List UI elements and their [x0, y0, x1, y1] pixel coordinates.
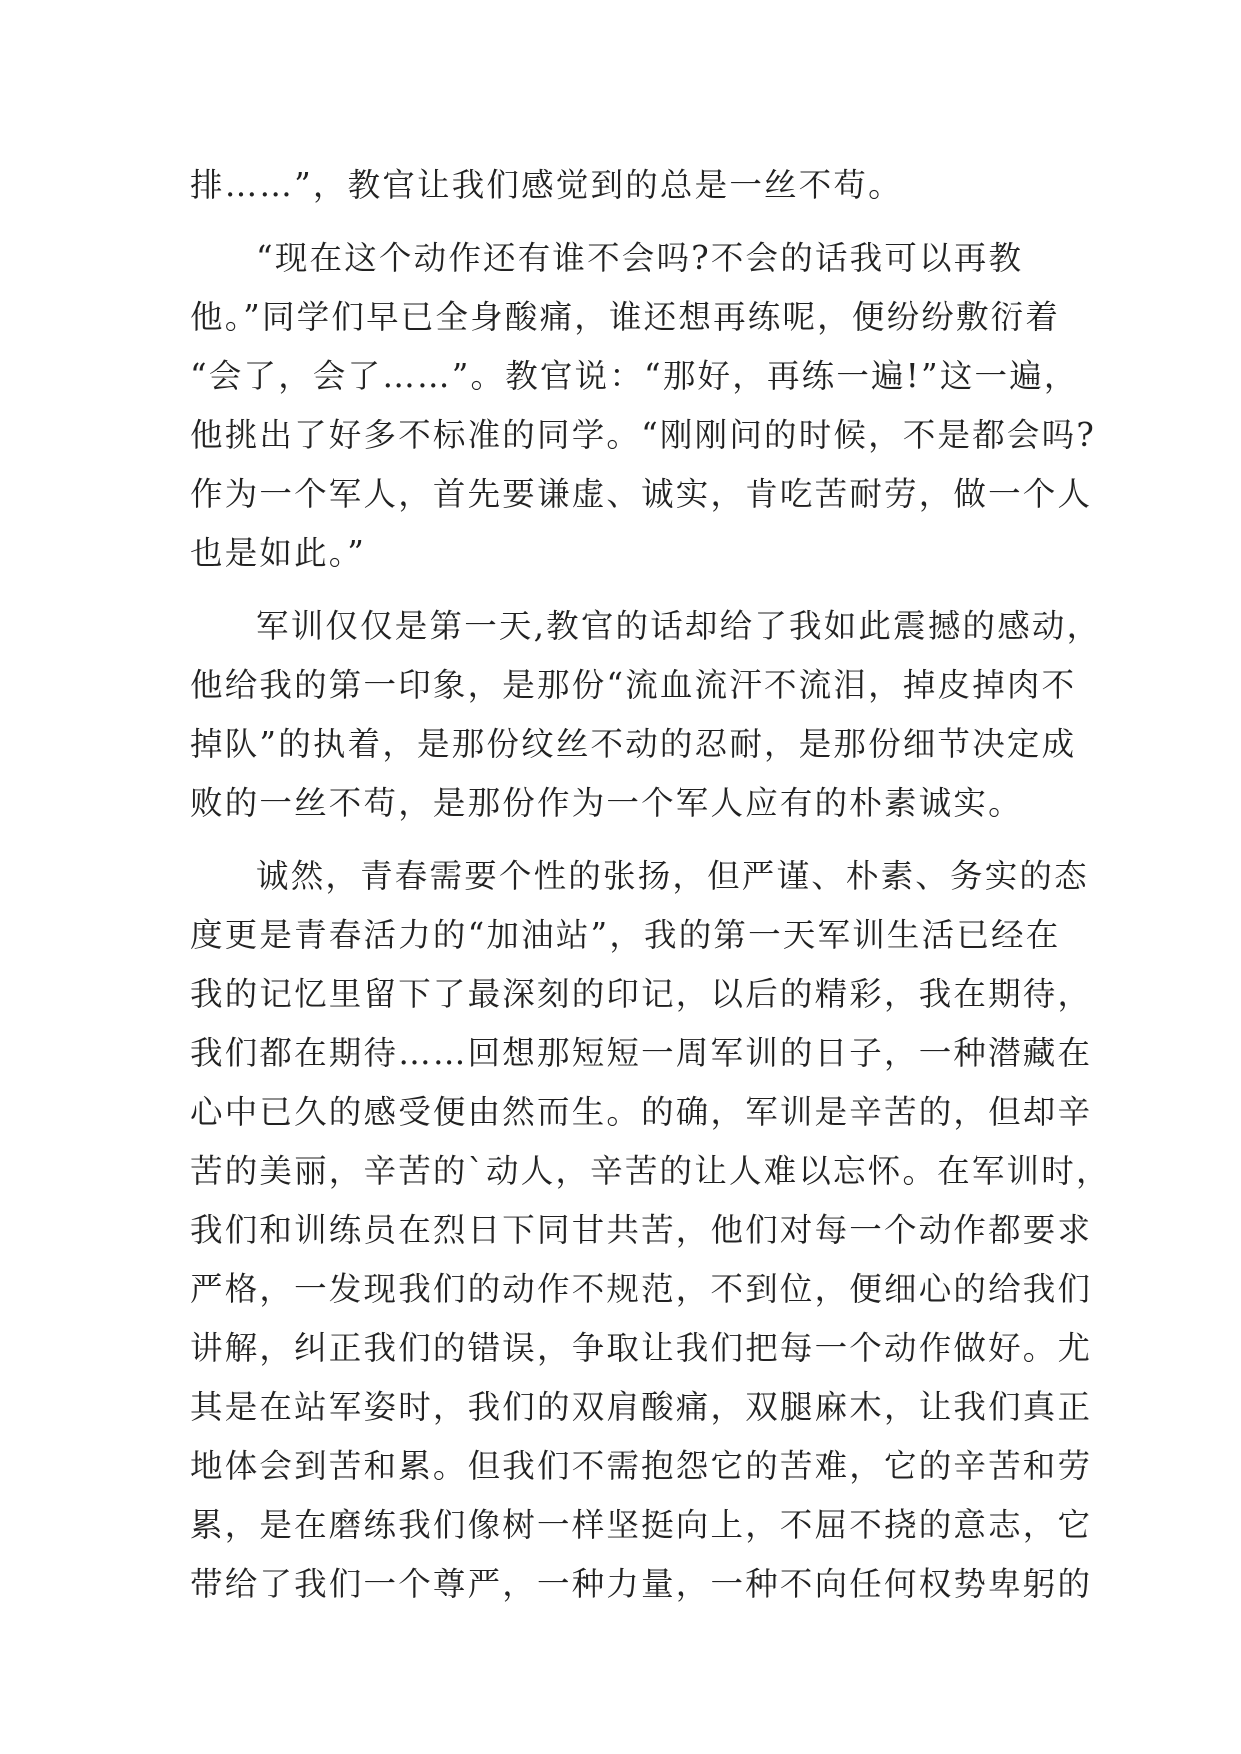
paragraph — [190, 229, 1096, 583]
text-line: 排……”，教官让我们感觉到的总是一丝不苟。 — [190, 166, 903, 204]
text-line: 他。”同学们早已全身酸痛，谁还想再练呢，便纷纷敷衍着 — [190, 298, 1061, 336]
text-line: 诚然，青春需要个性的张扬，但严谨、朴素、务实的态 — [256, 857, 1089, 895]
text-line: 讲解，纠正我们的错误，争取让我们把每一个动作做好。尤 — [190, 1329, 1093, 1367]
text-line: 作为一个军人，首先要谦虚、诚实，肯吃苦耐劳，做一个人 — [190, 475, 1093, 513]
text-line: 带给了我们一个尊严，一种力量，一种不向任何权势卑躬的 — [190, 1565, 1093, 1603]
text-line: 严格，一发现我们的动作不规范，不到位，便细心的给我们 — [190, 1270, 1093, 1308]
text-line: 败的一丝不苟，是那份作为一个军人应有的朴素诚实。 — [190, 784, 1023, 822]
text-line: 军训仅仅是第一天,教官的话却给了我如此震撼的感动， — [256, 607, 1102, 645]
text-line: 我们都在期待……回想那短短一周军训的日子，一种潜藏在 — [190, 1034, 1093, 1072]
text-line: 掉队”的执着，是那份纹丝不动的忍耐，是那份细节决定成 — [190, 725, 1077, 763]
paragraph — [190, 847, 1111, 1614]
text-line: 心中已久的感受便由然而生。的确，军训是辛苦的，但却辛 — [190, 1093, 1093, 1131]
text-line: “现在这个动作还有谁不会吗?不会的话我可以再教 — [256, 239, 1024, 277]
paragraph-gap — [190, 215, 1050, 229]
text-line: 也是如此。” — [190, 534, 367, 572]
text-line: 我的记忆里留下了最深刻的印记，以后的精彩，我在期待， — [190, 975, 1093, 1013]
text-line: 苦的美丽，辛苦的`动人，辛苦的让人难以忘怀。在军训时， — [190, 1152, 1111, 1190]
text-line: “会了，会了……”。教官说：“那好，再练一遍!”这一遍， — [190, 357, 1079, 395]
text-line: 地体会到苦和累。但我们不需抱怨它的苦难，它的辛苦和劳 — [190, 1447, 1093, 1485]
text-line: 其是在站军姿时，我们的双肩酸痛，双腿麻木，让我们真正 — [190, 1388, 1093, 1426]
text-line: 累，是在磨练我们像树一样坚挺向上，不屈不挠的意志，它 — [190, 1506, 1093, 1544]
paragraph — [190, 156, 1050, 215]
paragraph-gap — [190, 583, 1050, 597]
text-line: 他给我的第一印象，是那份“流血流汗不流泪，掉皮掉肉不 — [190, 666, 1077, 704]
paragraph — [190, 597, 1102, 833]
text-line: 度更是青春活力的“加油站”，我的第一天军训生活已经在 — [190, 916, 1061, 954]
paragraph-gap — [190, 833, 1050, 847]
body-text — [190, 156, 1111, 1614]
text-line: 我们和训练员在烈日下同甘共苦，他们对每一个动作都要求 — [190, 1211, 1093, 1249]
text-line: 他挑出了好多不标准的同学。“刚刚问的时候，不是都会吗? — [190, 416, 1096, 454]
